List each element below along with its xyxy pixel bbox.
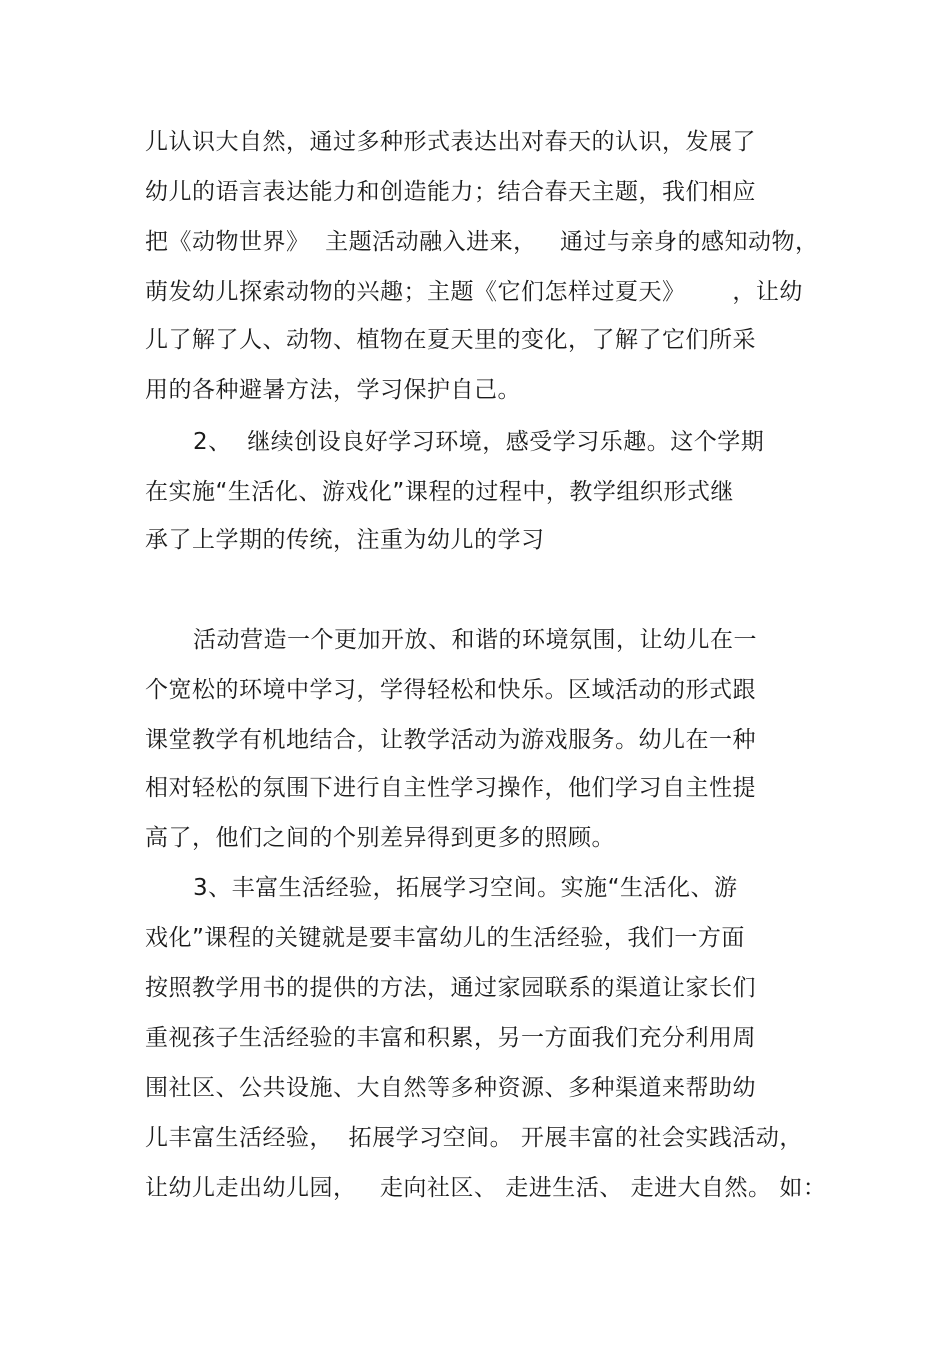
text-line: 围社区、公共设施、大自然等多种资源、多种渠道来帮助幼 (145, 1075, 756, 1101)
text-line: 把《动物世界》 主题活动融入进来， 通过与亲身的感知动物， (145, 229, 819, 255)
text-line: 相对轻松的氛围下进行自主性学习操作，他们学习自主性提 (145, 775, 756, 801)
text-line: 戏化”课程的关键就是要丰富幼儿的生活经验，我们一方面 (145, 925, 745, 951)
text-line: 儿丰富生活经验， 拓展学习空间。 开展丰富的社会实践活动， (145, 1125, 803, 1151)
text-line: 承了上学期的传统，注重为幼儿的学习 (145, 527, 545, 553)
text-line: 按照教学用书的提供的方法，通过家园联系的渠道让家长们 (145, 975, 756, 1001)
text-line: 让幼儿走出幼儿园， 走向社区、 走进生活、 走进大自然。 如： (145, 1175, 827, 1201)
text-line: 幼儿的语言表达能力和创造能力；结合春天主题，我们相应 (145, 179, 756, 205)
text-line: 课堂教学有机地结合，让教学活动为游戏服务。幼儿在一种 (145, 727, 756, 753)
text-line: 萌发幼儿探索动物的兴趣；主题《它们怎样过夏天》 ，让幼 (145, 279, 803, 305)
text-line: 用的各种避暑方法，学习保护自己。 (145, 377, 521, 403)
text-line: 活动营造一个更加开放、和谐的环境氛围，让幼儿在一 (193, 627, 757, 653)
paragraph-heading: 2、 继续创设良好学习环境，感受学习乐趣。这个学期 (193, 429, 765, 455)
text-line: 个宽松的环境中学习，学得轻松和快乐。区域活动的形式跟 (145, 677, 756, 703)
text-line: 儿认识大自然，通过多种形式表达出对春天的认识，发展了 (145, 129, 756, 155)
text-line: 在实施“生活化、游戏化”课程的过程中，教学组织形式继 (145, 479, 734, 505)
text-line: 儿了解了人、动物、植物在夏天里的变化，了解了它们所采 (145, 327, 756, 353)
text-line: 高了，他们之间的个别差异得到更多的照顾。 (145, 825, 615, 851)
text-line: 重视孩子生活经验的丰富和积累，另一方面我们充分利用周 (145, 1025, 756, 1051)
paragraph-heading: 3、丰富生活经验，拓展学习空间。实施“生活化、游 (193, 875, 738, 901)
